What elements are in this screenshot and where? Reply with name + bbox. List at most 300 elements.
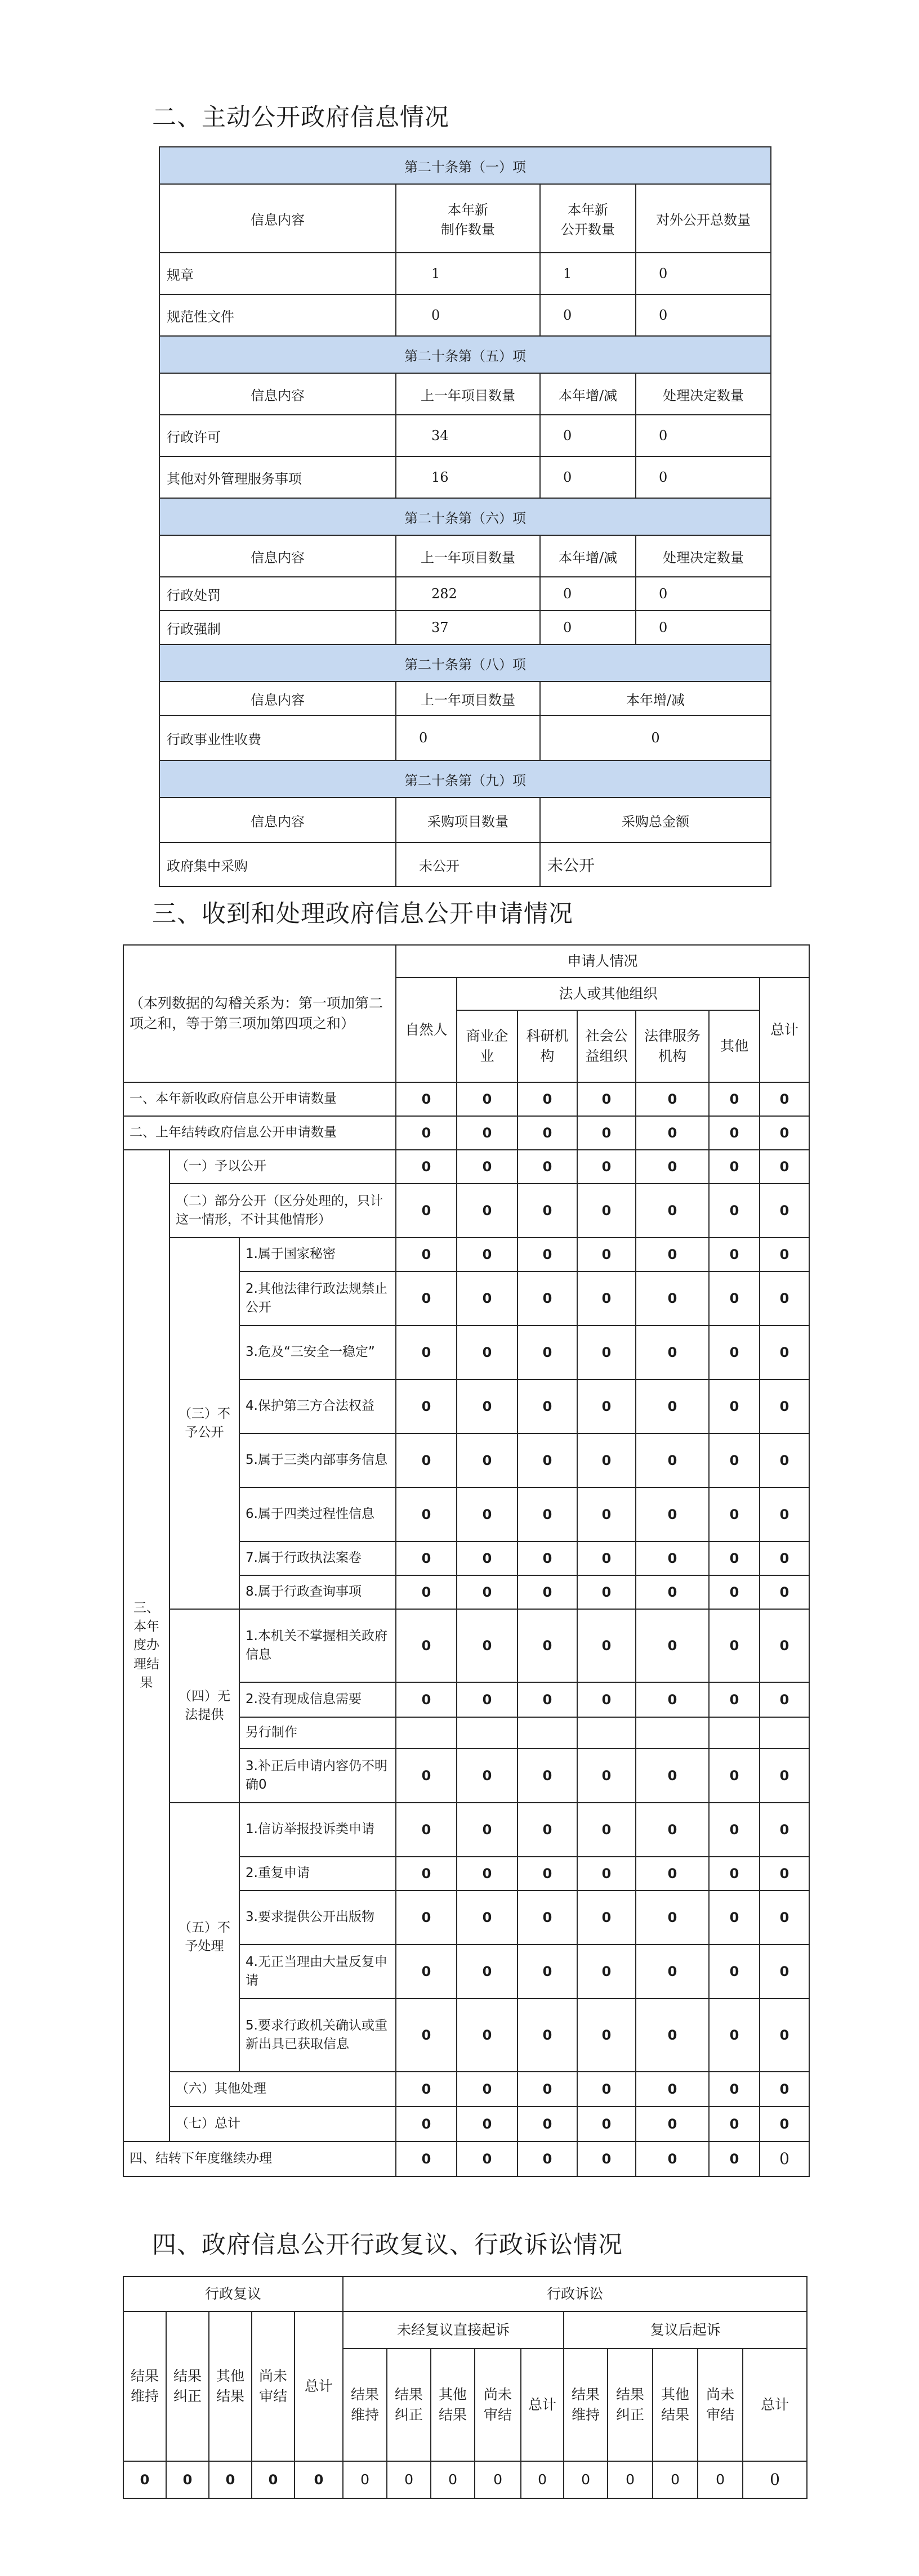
header-cell: 采购总金额 <box>540 798 771 843</box>
value-cell: 0 <box>760 1999 809 2072</box>
value-cell: 0 <box>760 1116 809 1150</box>
value-cell: 0 <box>518 1271 577 1325</box>
value-cell: 0 <box>760 1488 809 1542</box>
subgroup-label: （三）不予公开 <box>169 1238 239 1609</box>
value-cell: 0 <box>518 1857 577 1890</box>
header-cell: 处理决定数量 <box>636 535 771 577</box>
value-cell: 0 <box>457 2072 518 2107</box>
value-cell: 0 <box>475 2461 521 2498</box>
value-cell: 0 <box>698 2461 743 2498</box>
header-cell: 采购项目数量 <box>396 798 540 843</box>
table-row <box>123 1609 809 1682</box>
header-cell: 本年新 公开数量 <box>540 184 636 253</box>
value-cell: 0 <box>760 1609 809 1682</box>
value-cell: 0 <box>396 1857 457 1890</box>
value-cell: 0 <box>577 1271 636 1325</box>
value-cell: 0 <box>760 2142 809 2176</box>
note-cell: （本列数据的勾稽关系为：第一项加第二项之和，等于第三项加第四项之和） <box>123 945 396 1082</box>
value-cell: 0 <box>396 1379 457 1433</box>
value-cell: 0 <box>760 1575 809 1609</box>
value-cell: 0 <box>709 2072 760 2107</box>
column-header: 其他结果 <box>209 2311 252 2461</box>
header-cell: 本年增/减 <box>540 535 636 577</box>
header-cell: 信息内容 <box>159 682 396 715</box>
value-cell: 0 <box>709 1082 760 1116</box>
row-label: 3.要求提供公开出版物 <box>239 1890 396 1945</box>
row-label: 2.没有现成信息需要 <box>239 1682 396 1717</box>
legal-type-header: 其他 <box>709 1010 760 1082</box>
value-cell: 0 <box>760 2072 809 2107</box>
legal-type-header: 法律服务机构 <box>636 1010 709 1082</box>
subgroup-label: （五）不予处理 <box>169 1803 239 2072</box>
row-label: 6.属于四类过程性信息 <box>239 1488 396 1542</box>
value-cell: 0 <box>209 2461 252 2498</box>
value-cell: 0 <box>457 1325 518 1379</box>
value-cell: 0 <box>636 1857 709 1890</box>
value-cell: 0 <box>636 1271 709 1325</box>
value-cell: 0 <box>577 1890 636 1945</box>
value-cell: 0 <box>636 294 771 336</box>
value-cell: 0 <box>760 1433 809 1488</box>
value-cell: 0 <box>636 1890 709 1945</box>
value-cell: 34 <box>396 415 540 456</box>
value-cell: 0 <box>636 2072 709 2107</box>
value-cell: 0 <box>518 1803 577 1857</box>
value-cell: 0 <box>760 1325 809 1379</box>
value-cell: 0 <box>760 1184 809 1238</box>
value-cell: 0 <box>760 1238 809 1271</box>
value-cell: 0 <box>457 1082 518 1116</box>
value-cell: 0 <box>540 294 636 336</box>
value-cell: 0 <box>396 1999 457 2072</box>
value-cell: 0 <box>396 1184 457 1238</box>
row-label: 4.保护第三方合法权益 <box>239 1379 396 1433</box>
value-cell: 0 <box>577 1803 636 1857</box>
value-cell: 未公开 <box>540 843 771 886</box>
value-cell: 0 <box>709 1945 760 1999</box>
column-header: 结果纠正 <box>608 2349 653 2461</box>
header-cell: 本年增/减 <box>540 682 771 715</box>
value-cell: 0 <box>709 1488 760 1542</box>
value-cell: 0 <box>636 2107 709 2142</box>
value-cell: 0 <box>636 1542 709 1575</box>
value-cell: 0 <box>760 1803 809 1857</box>
value-cell: 0 <box>252 2461 295 2498</box>
value-cell: 0 <box>457 1749 518 1803</box>
value-cell: 0 <box>431 2461 475 2498</box>
section-row: 第二十条第（五）项 <box>159 336 771 373</box>
section-heading-proactive: 二、主动公开政府信息情况 <box>152 104 449 132</box>
value-cell: 0 <box>760 1945 809 1999</box>
value-cell: 0 <box>577 1184 636 1238</box>
header-cell: 对外公开总数量 <box>636 184 771 253</box>
value-cell: 0 <box>457 1945 518 1999</box>
value-cell: 0 <box>396 1488 457 1542</box>
table-row <box>123 1116 809 1150</box>
value-cell: 37 <box>396 611 540 644</box>
value-cell: 0 <box>577 1150 636 1184</box>
value-cell: 0 <box>577 1749 636 1803</box>
header-cell: 本年增/减 <box>540 373 636 415</box>
value-cell: 0 <box>636 1803 709 1857</box>
row-label: 5.属于三类内部事务信息 <box>239 1433 396 1488</box>
value-cell: 0 <box>709 1609 760 1682</box>
value-cell: 0 <box>540 611 636 644</box>
value-cell: 0 <box>709 1184 760 1238</box>
value-cell: 0 <box>457 1184 518 1238</box>
value-cell: 0 <box>636 415 771 456</box>
value-cell: 0 <box>709 1379 760 1433</box>
row-label: （六）其他处理 <box>169 2072 396 2107</box>
column-header: 尚未审结 <box>475 2349 521 2461</box>
row-label: 另行制作 <box>239 1717 396 1749</box>
row-label: 其他对外管理服务事项 <box>159 456 396 498</box>
value-cell: 0 <box>387 2461 431 2498</box>
value-cell: 0 <box>564 2461 608 2498</box>
value-cell: 0 <box>709 1803 760 1857</box>
value-cell: 0 <box>709 1682 760 1717</box>
value-cell: 0 <box>457 1609 518 1682</box>
column-header: 结果维持 <box>564 2349 608 2461</box>
value-cell: 0 <box>709 1857 760 1890</box>
value-cell: 0 <box>760 1082 809 1116</box>
column-header: 结果维持 <box>123 2311 166 2461</box>
value-cell: 0 <box>760 1271 809 1325</box>
natural-person-header: 自然人 <box>396 978 457 1082</box>
legal-type-header: 社会公益组织 <box>577 1010 636 1082</box>
value-cell: 0 <box>760 1682 809 1717</box>
value-cell: 0 <box>636 611 771 644</box>
value-cell: 0 <box>396 1609 457 1682</box>
group-label: 三、本年度办理结果 <box>123 1150 169 2142</box>
legal-type-header: 科研机构 <box>518 1010 577 1082</box>
value-cell: 0 <box>760 1542 809 1575</box>
row-label: 规章 <box>159 253 396 294</box>
value-cell: 0 <box>577 1609 636 1682</box>
value-cell: 0 <box>396 1945 457 1999</box>
row-label: 四、结转下年度继续办理 <box>123 2142 396 2176</box>
value-cell: 0 <box>518 1184 577 1238</box>
column-header: 结果维持 <box>343 2349 387 2461</box>
column-header: 其他结果 <box>653 2349 698 2461</box>
value-cell: 0 <box>396 1271 457 1325</box>
row-label: （一）予以公开 <box>169 1150 396 1184</box>
value-cell: 0 <box>636 253 771 294</box>
value-cell: 0 <box>396 1575 457 1609</box>
value-cell: 0 <box>577 1379 636 1433</box>
column-header: 总计 <box>295 2311 343 2461</box>
value-cell: 0 <box>709 1150 760 1184</box>
value-cell: 0 <box>577 1082 636 1116</box>
value-cell: 0 <box>166 2461 209 2498</box>
column-header: 结果纠正 <box>387 2349 431 2461</box>
row-label: 二、上年结转政府信息公开申请数量 <box>123 1116 396 1150</box>
value-cell: 0 <box>396 1682 457 1717</box>
value-cell: 0 <box>518 1542 577 1575</box>
value-cell: 0 <box>457 1238 518 1271</box>
value-cell: 0 <box>457 1890 518 1945</box>
value-cell: 0 <box>709 1271 760 1325</box>
row-label: 政府集中采购 <box>159 843 396 886</box>
value-cell: 0 <box>577 1945 636 1999</box>
value-cell: 0 <box>577 1238 636 1271</box>
value-cell: 未公开 <box>396 843 540 886</box>
value-cell: 0 <box>577 1682 636 1717</box>
value-cell: 0 <box>457 1575 518 1609</box>
header-cell: 上一年项目数量 <box>396 373 540 415</box>
value-cell: 0 <box>518 1488 577 1542</box>
table-row <box>123 2461 807 2498</box>
table-row <box>123 1238 809 1271</box>
row-label: （二）部分公开（区分处理的，只计这一情形，不计其他情形） <box>169 1184 396 1238</box>
section-heading-review: 四、政府信息公开行政复议、行政诉讼情况 <box>152 2231 623 2259</box>
header-cell: 信息内容 <box>159 798 396 843</box>
value-cell: 1 <box>540 253 636 294</box>
value-cell: 0 <box>577 1999 636 2072</box>
value-cell: 0 <box>123 2461 166 2498</box>
value-cell: 0 <box>760 1749 809 1803</box>
column-header: 结果纠正 <box>166 2311 209 2461</box>
value-cell: 0 <box>577 1433 636 1488</box>
value-cell: 0 <box>457 1116 518 1150</box>
value-cell: 0 <box>636 1116 709 1150</box>
row-label: 3.危及“三安全一稳定” <box>239 1325 396 1379</box>
subgroup-label: （四）无法提供 <box>169 1609 239 1803</box>
value-cell: 0 <box>396 1749 457 1803</box>
value-cell: 0 <box>760 1857 809 1890</box>
value-cell: 0 <box>709 1325 760 1379</box>
row-label: 行政事业性收费 <box>159 715 396 760</box>
value-cell: 0 <box>709 1575 760 1609</box>
value-cell: 0 <box>457 1857 518 1890</box>
row-label: 7.属于行政执法案卷 <box>239 1542 396 1575</box>
value-cell: 0 <box>636 1325 709 1379</box>
value-cell: 0 <box>457 2107 518 2142</box>
value-cell: 0 <box>396 1542 457 1575</box>
applicant-header: 申请人情况 <box>396 945 809 978</box>
value-cell: 0 <box>396 2072 457 2107</box>
table-row <box>123 1082 809 1116</box>
value-cell: 0 <box>396 1116 457 1150</box>
table-row <box>123 1150 809 1184</box>
header-cell: 上一年项目数量 <box>396 535 540 577</box>
value-cell: 0 <box>518 1575 577 1609</box>
value-cell: 0 <box>521 2461 564 2498</box>
value-cell: 0 <box>709 2107 760 2142</box>
table-row <box>123 1184 809 1238</box>
value-cell: 0 <box>518 2107 577 2142</box>
value-cell: 0 <box>396 1433 457 1488</box>
value-cell: 0 <box>709 1433 760 1488</box>
value-cell: 0 <box>760 1890 809 1945</box>
table-row <box>123 1803 809 1857</box>
value-cell: 0 <box>518 1150 577 1184</box>
table-row <box>123 2107 809 2142</box>
value-cell: 0 <box>577 1542 636 1575</box>
value-cell: 0 <box>577 1488 636 1542</box>
section-row: 第二十条第（六）项 <box>159 498 771 535</box>
value-cell: 0 <box>743 2461 807 2498</box>
row-label: 行政强制 <box>159 611 396 644</box>
value-cell: 0 <box>518 1379 577 1433</box>
value-cell: 0 <box>396 2142 457 2176</box>
value-cell: 0 <box>518 1999 577 2072</box>
direct-suit-header: 未经复议直接起诉 <box>343 2311 564 2349</box>
proactive-disclosure-table <box>159 146 771 887</box>
value-cell: 0 <box>518 1945 577 1999</box>
row-label: 行政许可 <box>159 415 396 456</box>
column-header: 总计 <box>743 2349 807 2461</box>
section-row: 第二十条第（一）项 <box>159 147 771 184</box>
value-cell: 0 <box>709 1116 760 1150</box>
table-row <box>123 2072 809 2107</box>
value-cell: 0 <box>636 456 771 498</box>
litigation-header: 行政诉讼 <box>343 2277 807 2311</box>
value-cell: 0 <box>457 1488 518 1542</box>
value-cell: 0 <box>709 1238 760 1271</box>
row-label: 3.补正后申请内容仍不明确0 <box>239 1749 396 1803</box>
value-cell: 0 <box>540 415 636 456</box>
value-cell: 0 <box>518 2072 577 2107</box>
value-cell: 0 <box>636 1150 709 1184</box>
value-cell: 0 <box>636 1379 709 1433</box>
applications-table <box>123 944 810 2177</box>
value-cell: 0 <box>396 294 540 336</box>
value-cell: 0 <box>709 1749 760 1803</box>
row-label: 行政处罚 <box>159 577 396 611</box>
value-cell: 0 <box>396 715 540 760</box>
value-cell: 0 <box>343 2461 387 2498</box>
value-cell: 0 <box>636 1433 709 1488</box>
value-cell: 0 <box>636 1682 709 1717</box>
value-cell: 0 <box>636 1575 709 1609</box>
value-cell: 0 <box>636 2142 709 2176</box>
value-cell: 0 <box>457 1542 518 1575</box>
value-cell: 0 <box>518 1682 577 1717</box>
value-cell: 16 <box>396 456 540 498</box>
value-cell: 0 <box>577 1325 636 1379</box>
value-cell: 0 <box>577 2142 636 2176</box>
value-cell: 0 <box>709 1999 760 2072</box>
value-cell: 0 <box>636 1749 709 1803</box>
value-cell: 0 <box>636 1238 709 1271</box>
value-cell: 0 <box>709 1890 760 1945</box>
header-cell: 处理决定数量 <box>636 373 771 415</box>
value-cell: 0 <box>636 1609 709 1682</box>
value-cell: 0 <box>518 1325 577 1379</box>
value-cell: 0 <box>396 1890 457 1945</box>
value-cell: 0 <box>457 1379 518 1433</box>
row-label: 2.其他法律行政法规禁止公开 <box>239 1271 396 1325</box>
value-cell: 0 <box>540 715 771 760</box>
row-label: （七）总计 <box>169 2107 396 2142</box>
value-cell: 1 <box>396 253 540 294</box>
value-cell: 0 <box>653 2461 698 2498</box>
value-cell: 0 <box>295 2461 343 2498</box>
legal-type-header: 商业企业 <box>457 1010 518 1082</box>
value-cell: 0 <box>457 1682 518 1717</box>
value-cell: 0 <box>396 1082 457 1116</box>
value-cell: 0 <box>540 577 636 611</box>
column-header: 其他结果 <box>431 2349 475 2461</box>
value-cell: 0 <box>540 456 636 498</box>
value-cell: 0 <box>396 1325 457 1379</box>
row-label: 1.信访举报投诉类申请 <box>239 1803 396 1857</box>
section-row: 第二十条第（八）项 <box>159 644 771 682</box>
value-cell: 0 <box>457 1150 518 1184</box>
row-label: 1.属于国家秘密 <box>239 1238 396 1271</box>
value-cell: 0 <box>636 577 771 611</box>
value-cell: 0 <box>577 1575 636 1609</box>
header-cell: 信息内容 <box>159 535 396 577</box>
value-cell: 0 <box>709 2142 760 2176</box>
value-cell: 0 <box>518 1890 577 1945</box>
value-cell: 0 <box>577 2072 636 2107</box>
value-cell: 0 <box>760 1379 809 1433</box>
header-cell: 本年新 制作数量 <box>396 184 540 253</box>
value-cell: 0 <box>608 2461 653 2498</box>
after-review-suit-header: 复议后起诉 <box>564 2311 807 2349</box>
column-header: 总计 <box>521 2349 564 2461</box>
value-cell: 0 <box>457 2142 518 2176</box>
value-cell: 0 <box>577 2107 636 2142</box>
row-label: 5.要求行政机关确认或重新出具已获取信息 <box>239 1999 396 2072</box>
total-header: 总计 <box>760 978 809 1082</box>
value-cell: 0 <box>636 1184 709 1238</box>
value-cell: 0 <box>518 2142 577 2176</box>
column-header: 尚未审结 <box>698 2349 743 2461</box>
value-cell: 0 <box>518 1433 577 1488</box>
table-row <box>123 2142 809 2176</box>
value-cell: 0 <box>396 1238 457 1271</box>
legal-entity-header: 法人或其他组织 <box>457 978 760 1010</box>
value-cell: 0 <box>518 1238 577 1271</box>
row-label: 8.属于行政查询事项 <box>239 1575 396 1609</box>
header-cell: 上一年项目数量 <box>396 682 540 715</box>
value-cell: 0 <box>518 1082 577 1116</box>
value-cell: 0 <box>457 1803 518 1857</box>
value-cell: 0 <box>457 1999 518 2072</box>
row-label: 一、本年新收政府信息公开申请数量 <box>123 1082 396 1116</box>
value-cell: 0 <box>636 1999 709 2072</box>
value-cell: 0 <box>760 1150 809 1184</box>
section-row: 第二十条第（九）项 <box>159 760 771 798</box>
value-cell: 0 <box>396 1803 457 1857</box>
review-litigation-table <box>123 2276 808 2499</box>
value-cell: 0 <box>636 1945 709 1999</box>
header-cell: 信息内容 <box>159 373 396 415</box>
value-cell: 0 <box>636 1082 709 1116</box>
column-header: 尚未审结 <box>252 2311 295 2461</box>
row-label: 规范性文件 <box>159 294 396 336</box>
header-cell: 信息内容 <box>159 184 396 253</box>
value-cell: 0 <box>457 1271 518 1325</box>
value-cell: 0 <box>396 1150 457 1184</box>
row-label: 4.无正当理由大量反复申请 <box>239 1945 396 1999</box>
value-cell: 0 <box>577 1116 636 1150</box>
section-heading-applications: 三、收到和处理政府信息公开申请情况 <box>152 900 573 928</box>
value-cell: 0 <box>760 2107 809 2142</box>
value-cell: 0 <box>709 1542 760 1575</box>
row-label: 2.重复申请 <box>239 1857 396 1890</box>
value-cell: 0 <box>577 1857 636 1890</box>
value-cell: 0 <box>396 2107 457 2142</box>
admin-review-header: 行政复议 <box>123 2277 343 2311</box>
row-label: 1.本机关不掌握相关政府信息 <box>239 1609 396 1682</box>
value-cell: 0 <box>636 1488 709 1542</box>
value-cell: 0 <box>457 1433 518 1488</box>
value-cell: 0 <box>518 1116 577 1150</box>
